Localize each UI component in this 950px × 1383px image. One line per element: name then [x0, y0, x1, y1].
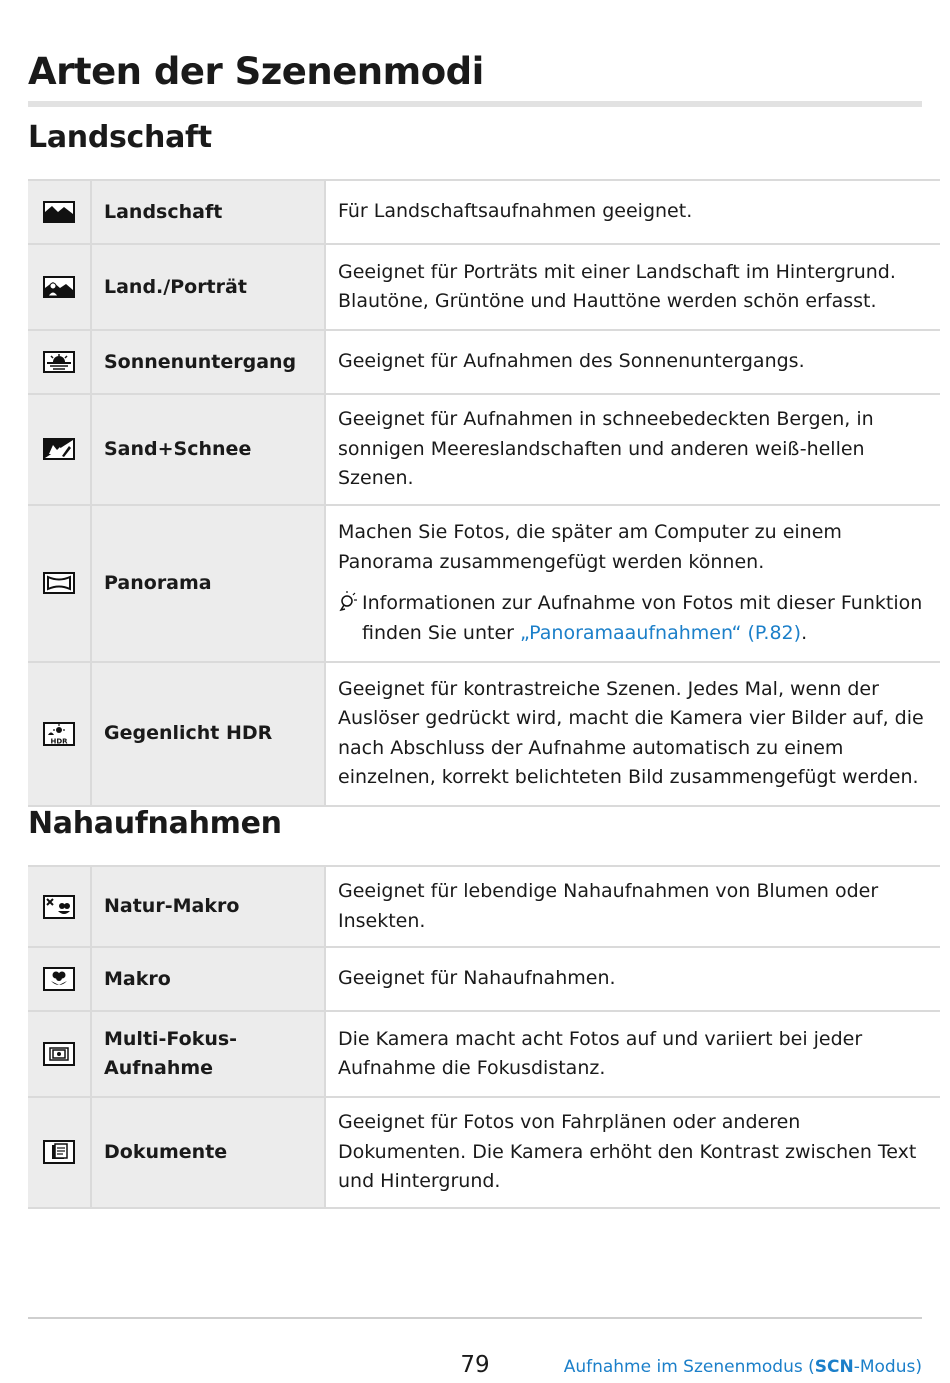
- focus-stacking-icon: [43, 1042, 75, 1066]
- scene-name: Sonnenuntergang: [91, 330, 325, 394]
- table-row: [28, 330, 940, 394]
- scene-description: Geeignet für Aufnahmen des Sonnenuntergangs.: [325, 330, 940, 394]
- scene-description: Geeignet für Fotos von Fahrplänen oder anderen Dokumenten. Die Kamera erhöht den Kontrast zwischen Text und Hintergrund.: [325, 1097, 940, 1208]
- scene-name: Land./Porträt: [91, 244, 325, 330]
- scene-description: Machen Sie Fotos, die später am Computer zu einem Panorama zusammengefügt werden können.: [338, 521, 842, 573]
- scene-name: Multi-Fokus-Aufnahme: [91, 1011, 325, 1097]
- panorama-link[interactable]: „Panoramaaufnahmen“ (P.82): [519, 621, 802, 644]
- scene-description: Geeignet für Aufnahmen in schneebedeckten Bergen, in sonnigen Meereslandschaften und anderen weiß-hellen Szenen.: [325, 394, 940, 505]
- panorama-icon: [43, 572, 75, 594]
- landscape-portrait-icon: [43, 276, 75, 298]
- documents-icon: [43, 1140, 75, 1164]
- scene-description: Geeignet für Porträts mit einer Landschaft im Hintergrund. Blautöne, Grüntöne und Hauttöne werden schön erfasst.: [325, 244, 940, 330]
- title-divider: [28, 101, 922, 107]
- chapter-link[interactable]: [564, 1357, 922, 1377]
- nature-macro-icon: [43, 895, 75, 919]
- scene-name: Panorama: [91, 505, 325, 662]
- section-heading-landscape: Landschaft: [28, 120, 212, 155]
- footer-divider: [28, 1317, 922, 1319]
- tip-text: Informationen zur Aufnahme von Fotos mit dieser Funktion finden Sie unter: [362, 592, 923, 644]
- tip-note: [338, 589, 930, 648]
- scene-name: Natur-Makro: [91, 866, 325, 947]
- page-number: 79: [460, 1352, 490, 1378]
- scene-name: Makro: [91, 947, 325, 1011]
- tip-text-end: .: [801, 621, 808, 644]
- scene-name: Landschaft: [91, 180, 325, 244]
- scene-name: Gegenlicht HDR: [91, 662, 325, 806]
- table-row: [28, 180, 940, 244]
- chapter-mode: SCN: [814, 1357, 854, 1377]
- scene-description: Für Landschaftsaufnahmen geeignet.: [325, 180, 940, 244]
- scene-description: Geeignet für Nahaufnahmen.: [325, 947, 940, 1011]
- scene-name: Sand+Schnee: [91, 394, 325, 505]
- beach-snow-icon: [43, 438, 75, 460]
- chapter-suffix: -Modus): [853, 1357, 922, 1377]
- svg-text:HDR: HDR: [50, 737, 68, 745]
- table-row: [28, 394, 940, 505]
- table-row: [28, 1097, 940, 1208]
- table-row: [28, 244, 940, 330]
- table-row: [28, 1011, 940, 1097]
- scene-description: Geeignet für lebendige Nahaufnahmen von Blumen oder Insekten.: [325, 866, 940, 947]
- table-row: [28, 505, 940, 662]
- landscape-icon: [43, 201, 75, 223]
- landscape-table: [28, 179, 940, 807]
- lightbulb-icon: [338, 591, 360, 613]
- section-heading-closeup: Nahaufnahmen: [28, 806, 282, 841]
- backlight-hdr-icon: [43, 722, 75, 746]
- table-row: [28, 866, 940, 947]
- table-row: [28, 947, 940, 1011]
- chapter-prefix: Aufnahme im Szenenmodus (: [563, 1357, 815, 1377]
- table-row: [28, 662, 940, 806]
- sunset-icon: [43, 351, 75, 373]
- closeup-table: [28, 865, 940, 1209]
- page-title: Arten der Szenenmodi: [28, 50, 484, 93]
- scene-description: Die Kamera macht acht Fotos auf und variiert bei jeder Aufnahme die Fokusdistanz.: [325, 1011, 940, 1097]
- scene-name: Dokumente: [91, 1097, 325, 1208]
- macro-icon: [43, 967, 75, 991]
- scene-description: Geeignet für kontrastreiche Szenen. Jedes Mal, wenn der Auslöser gedrückt wird, macht die Kamera vier Bilder auf, die nach Abschluss der Aufnahme automatisch zu einem einzelnen, korrekt belichteten Bild zusammengefügt werden.: [325, 662, 940, 806]
